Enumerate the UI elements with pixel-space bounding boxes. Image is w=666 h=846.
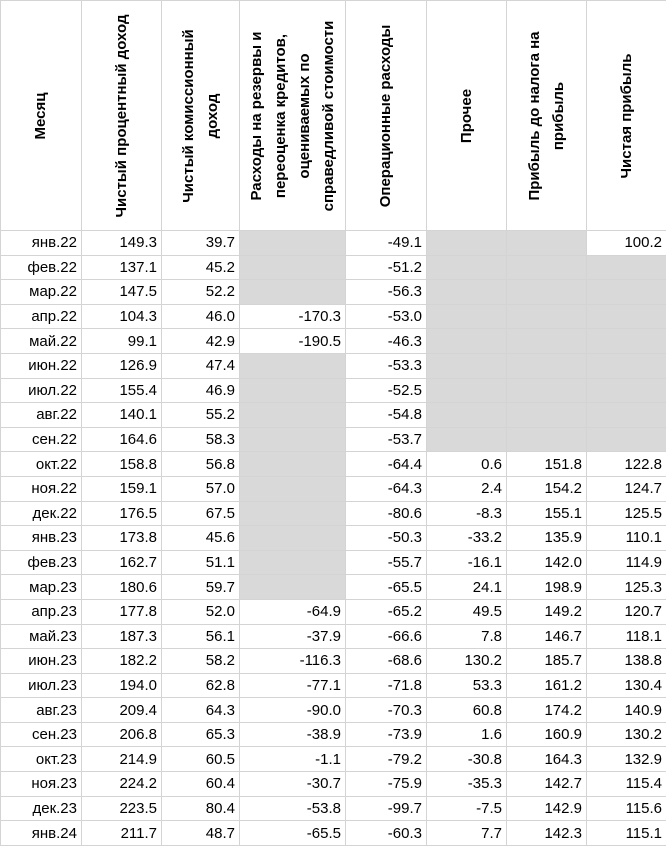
operating-expenses-cell: -60.3 [346,821,427,846]
operating-expenses-cell: -52.5 [346,378,427,403]
provisions-cell [240,378,346,403]
other-cell [427,427,507,452]
month-cell: сен.22 [1,427,82,452]
month-cell: мар.23 [1,575,82,600]
net-interest-income-cell: 180.6 [82,575,162,600]
net-interest-income-cell: 209.4 [82,698,162,723]
net-commission-income-cell: 60.5 [162,747,240,772]
net-commission-income-cell: 57.0 [162,476,240,501]
month-cell: июн.22 [1,353,82,378]
net-profit-cell: 140.9 [587,698,666,723]
net-commission-income-cell: 52.2 [162,280,240,305]
operating-expenses-cell: -68.6 [346,649,427,674]
provisions-cell: -190.5 [240,329,346,354]
other-cell [427,378,507,403]
net-profit-cell: 115.1 [587,821,666,846]
header-other [427,1,507,231]
profit-before-tax-cell: 142.9 [507,796,587,821]
net-interest-income-cell: 149.3 [82,231,162,256]
provisions-cell [240,427,346,452]
other-cell: 7.8 [427,624,507,649]
table-row [1,280,666,305]
net-commission-income-cell: 65.3 [162,722,240,747]
operating-expenses-cell: -66.6 [346,624,427,649]
other-cell: -33.2 [427,526,507,551]
provisions-cell: -37.9 [240,624,346,649]
provisions-cell: -65.5 [240,821,346,846]
header-net-commission-income [162,1,240,231]
net-interest-income-cell: 126.9 [82,353,162,378]
header-operating-expenses [346,1,427,231]
net-interest-income-cell: 177.8 [82,599,162,624]
header-net-profit-label: Чистая прибыль [615,8,639,223]
net-profit-cell: 125.5 [587,501,666,526]
profit-before-tax-cell: 161.2 [507,673,587,698]
table-row [1,526,666,551]
other-cell: -7.5 [427,796,507,821]
net-commission-income-cell: 58.3 [162,427,240,452]
net-commission-income-cell: 48.7 [162,821,240,846]
operating-expenses-cell: -75.9 [346,772,427,797]
table-row [1,649,666,674]
month-cell: ноя.22 [1,476,82,501]
operating-expenses-cell: -49.1 [346,231,427,256]
provisions-cell [240,575,346,600]
provisions-cell [240,231,346,256]
net-interest-income-cell: 187.3 [82,624,162,649]
profit-before-tax-cell: 142.0 [507,550,587,575]
net-commission-income-cell: 45.2 [162,255,240,280]
provisions-cell: -1.1 [240,747,346,772]
operating-expenses-cell: -99.7 [346,796,427,821]
month-cell: июн.23 [1,649,82,674]
provisions-cell: -64.9 [240,599,346,624]
header-operating-expenses-label: Операционные расходы [374,8,398,223]
month-cell: дек.22 [1,501,82,526]
profit-before-tax-cell: 154.2 [507,476,587,501]
other-cell: -35.3 [427,772,507,797]
operating-expenses-cell: -65.5 [346,575,427,600]
table-row [1,476,666,501]
provisions-cell [240,255,346,280]
net-interest-income-cell: 173.8 [82,526,162,551]
provisions-cell [240,280,346,305]
month-cell: окт.23 [1,747,82,772]
net-commission-income-cell: 62.8 [162,673,240,698]
header-profit-before-tax-label: Прибыль до налога на прибыль [523,8,571,223]
table-row [1,599,666,624]
net-commission-income-cell: 64.3 [162,698,240,723]
net-profit-cell: 115.4 [587,772,666,797]
other-cell: 49.5 [427,599,507,624]
net-interest-income-cell: 164.6 [82,427,162,452]
net-interest-income-cell: 206.8 [82,722,162,747]
net-profit-cell: 124.7 [587,476,666,501]
profit-before-tax-cell: 198.9 [507,575,587,600]
net-commission-income-cell: 67.5 [162,501,240,526]
table-row [1,403,666,428]
month-cell: июл.23 [1,673,82,698]
profit-before-tax-cell: 149.2 [507,599,587,624]
net-commission-income-cell: 56.1 [162,624,240,649]
other-cell [427,280,507,305]
net-interest-income-cell: 223.5 [82,796,162,821]
profit-before-tax-cell: 142.7 [507,772,587,797]
operating-expenses-cell: -70.3 [346,698,427,723]
net-interest-income-cell: 176.5 [82,501,162,526]
other-cell: 24.1 [427,575,507,600]
table-row [1,231,666,256]
table-row [1,427,666,452]
profit-before-tax-cell: 135.9 [507,526,587,551]
month-cell: дек.23 [1,796,82,821]
month-cell: фев.23 [1,550,82,575]
month-cell: авг.23 [1,698,82,723]
other-cell: 7.7 [427,821,507,846]
other-cell [427,329,507,354]
other-cell: -8.3 [427,501,507,526]
header-net-profit [587,1,666,231]
operating-expenses-cell: -64.4 [346,452,427,477]
net-interest-income-cell: 104.3 [82,304,162,329]
operating-expenses-cell: -80.6 [346,501,427,526]
net-interest-income-cell: 159.1 [82,476,162,501]
table-row [1,796,666,821]
other-cell: 60.8 [427,698,507,723]
header-provisions [240,1,346,231]
other-cell: -30.8 [427,747,507,772]
month-cell: фев.22 [1,255,82,280]
profit-before-tax-cell: 142.3 [507,821,587,846]
operating-expenses-cell: -46.3 [346,329,427,354]
header-net-interest-income-label: Чистый процентный доход [110,8,134,223]
operating-expenses-cell: -79.2 [346,747,427,772]
provisions-cell: -116.3 [240,649,346,674]
profit-before-tax-cell [507,255,587,280]
header-net-interest-income [82,1,162,231]
other-cell: 0.6 [427,452,507,477]
table-row [1,304,666,329]
provisions-cell [240,501,346,526]
profit-before-tax-cell: 155.1 [507,501,587,526]
net-interest-income-cell: 158.8 [82,452,162,477]
table-row [1,501,666,526]
net-commission-income-cell: 56.8 [162,452,240,477]
month-cell: янв.23 [1,526,82,551]
other-cell [427,353,507,378]
month-cell: апр.23 [1,599,82,624]
month-cell: июл.22 [1,378,82,403]
operating-expenses-cell: -53.3 [346,353,427,378]
provisions-cell: -53.8 [240,796,346,821]
net-interest-income-cell: 137.1 [82,255,162,280]
net-interest-income-cell: 140.1 [82,403,162,428]
table-row [1,353,666,378]
profit-before-tax-cell [507,329,587,354]
profit-before-tax-cell [507,304,587,329]
table-row [1,747,666,772]
net-profit-cell [587,329,666,354]
net-commission-income-cell: 58.2 [162,649,240,674]
other-cell [427,255,507,280]
profit-before-tax-cell [507,403,587,428]
net-profit-cell [587,353,666,378]
net-interest-income-cell: 194.0 [82,673,162,698]
month-cell: май.22 [1,329,82,354]
net-profit-cell: 115.6 [587,796,666,821]
net-profit-cell: 122.8 [587,452,666,477]
other-cell [427,403,507,428]
net-profit-cell [587,255,666,280]
provisions-cell: -38.9 [240,722,346,747]
header-other-label: Прочее [455,8,479,223]
operating-expenses-cell: -53.7 [346,427,427,452]
net-commission-income-cell: 59.7 [162,575,240,600]
month-cell: мар.22 [1,280,82,305]
operating-expenses-cell: -73.9 [346,722,427,747]
net-profit-cell [587,427,666,452]
provisions-cell [240,403,346,428]
provisions-cell: -170.3 [240,304,346,329]
net-profit-cell: 120.7 [587,599,666,624]
month-cell: окт.22 [1,452,82,477]
net-profit-cell: 100.2 [587,231,666,256]
net-interest-income-cell: 224.2 [82,772,162,797]
net-commission-income-cell: 46.0 [162,304,240,329]
net-commission-income-cell: 39.7 [162,231,240,256]
profit-before-tax-cell [507,427,587,452]
net-commission-income-cell: 45.6 [162,526,240,551]
net-profit-cell: 114.9 [587,550,666,575]
provisions-cell: -90.0 [240,698,346,723]
net-interest-income-cell: 99.1 [82,329,162,354]
net-interest-income-cell: 162.7 [82,550,162,575]
net-profit-cell [587,403,666,428]
net-profit-cell [587,280,666,305]
table-row [1,673,666,698]
table-row [1,821,666,846]
net-interest-income-cell: 155.4 [82,378,162,403]
net-commission-income-cell: 42.9 [162,329,240,354]
net-interest-income-cell: 147.5 [82,280,162,305]
month-cell: янв.22 [1,231,82,256]
operating-expenses-cell: -51.2 [346,255,427,280]
net-profit-cell: 118.1 [587,624,666,649]
net-profit-cell: 110.1 [587,526,666,551]
provisions-cell [240,476,346,501]
table-row [1,255,666,280]
table-row [1,698,666,723]
month-cell: ноя.23 [1,772,82,797]
profit-before-tax-cell [507,280,587,305]
profit-before-tax-cell: 164.3 [507,747,587,772]
header-row [1,1,666,231]
profit-before-tax-cell: 185.7 [507,649,587,674]
net-interest-income-cell: 214.9 [82,747,162,772]
net-commission-income-cell: 46.9 [162,378,240,403]
month-cell: авг.22 [1,403,82,428]
net-commission-income-cell: 52.0 [162,599,240,624]
month-cell: апр.22 [1,304,82,329]
net-commission-income-cell: 51.1 [162,550,240,575]
table-row [1,378,666,403]
net-profit-cell: 138.8 [587,649,666,674]
operating-expenses-cell: -55.7 [346,550,427,575]
profit-before-tax-cell: 160.9 [507,722,587,747]
net-profit-cell: 130.2 [587,722,666,747]
profit-before-tax-cell [507,378,587,403]
operating-expenses-cell: -65.2 [346,599,427,624]
operating-expenses-cell: -56.3 [346,280,427,305]
provisions-cell [240,526,346,551]
operating-expenses-cell: -50.3 [346,526,427,551]
net-commission-income-cell: 55.2 [162,403,240,428]
operating-expenses-cell: -64.3 [346,476,427,501]
provisions-cell: -30.7 [240,772,346,797]
table-row [1,772,666,797]
net-profit-cell [587,378,666,403]
profit-before-tax-cell [507,353,587,378]
table-row [1,624,666,649]
net-interest-income-cell: 211.7 [82,821,162,846]
other-cell [427,231,507,256]
month-cell: сен.23 [1,722,82,747]
profit-before-tax-cell: 146.7 [507,624,587,649]
header-profit-before-tax [507,1,587,231]
provisions-cell: -77.1 [240,673,346,698]
header-month [1,1,82,231]
profit-before-tax-cell: 174.2 [507,698,587,723]
net-commission-income-cell: 80.4 [162,796,240,821]
provisions-cell [240,353,346,378]
provisions-cell [240,550,346,575]
net-profit-cell [587,304,666,329]
table-row [1,452,666,477]
net-profit-cell: 130.4 [587,673,666,698]
table-row [1,329,666,354]
operating-expenses-cell: -71.8 [346,673,427,698]
net-commission-income-cell: 47.4 [162,353,240,378]
net-profit-cell: 132.9 [587,747,666,772]
other-cell: 2.4 [427,476,507,501]
net-profit-cell: 125.3 [587,575,666,600]
other-cell: -16.1 [427,550,507,575]
table-row [1,550,666,575]
operating-expenses-cell: -54.8 [346,403,427,428]
operating-expenses-cell: -53.0 [346,304,427,329]
header-provisions-label: Расходы на резервы и переоценка кредитов, оцениваемых по справедливой стоимости [245,8,341,223]
profit-before-tax-cell: 151.8 [507,452,587,477]
provisions-cell [240,452,346,477]
header-month-label: Месяц [29,8,53,223]
month-cell: янв.24 [1,821,82,846]
other-cell: 130.2 [427,649,507,674]
table-row [1,722,666,747]
other-cell: 53.3 [427,673,507,698]
net-commission-income-cell: 60.4 [162,772,240,797]
table-body [1,231,666,846]
other-cell: 1.6 [427,722,507,747]
net-interest-income-cell: 182.2 [82,649,162,674]
other-cell [427,304,507,329]
profit-before-tax-cell [507,231,587,256]
header-net-commission-income-label: Чистый комиссионный доход [177,8,225,223]
month-cell: май.23 [1,624,82,649]
table-row [1,575,666,600]
